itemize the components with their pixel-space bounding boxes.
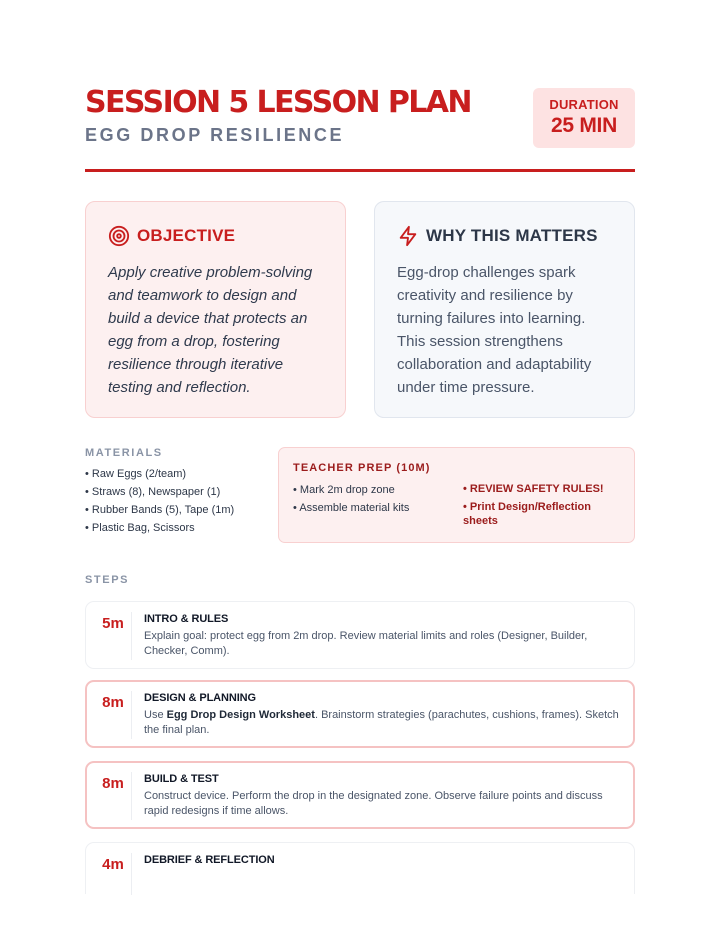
teacher-prep-box: [278, 447, 635, 543]
duration-badge: [533, 88, 635, 148]
step-title: DESIGN & PLANNING: [144, 692, 256, 704]
step-time: 8m: [102, 694, 124, 711]
objective-text: Apply creative problem-solving and teamwork to design and build a device that protects an egg from a drop, fostering resilience through iterative testing and reflection.: [108, 264, 313, 396]
step-title: BUILD & TEST: [144, 773, 219, 785]
step-title: DEBRIEF & REFLECTION: [144, 854, 275, 866]
page-subtitle: EGG DROP RESILIENCE: [85, 125, 345, 145]
step-description: Construct device. Perform the drop in the designated zone. Observe failure points and discuss rapid redesigns if time allows.: [144, 790, 603, 817]
materials-list: [85, 465, 234, 537]
worksheet-name: Egg Drop Design Worksheet: [166, 709, 315, 721]
objective-card: [85, 201, 346, 418]
steps-label: STEPS: [85, 574, 130, 586]
step-divider: [131, 853, 132, 895]
target-icon: [108, 225, 130, 247]
list-item: • Assemble material kits: [293, 500, 409, 518]
step-divider: [131, 772, 132, 820]
step-time: 5m: [102, 615, 124, 632]
list-item: • Raw Eggs (2/team): [85, 465, 234, 483]
step-description: Use Egg Drop Design Worksheet. Brainstorm strategies (parachutes, cushions, frames). Sketch the final plan.: [144, 709, 619, 736]
step-card: [85, 842, 635, 894]
teacher-prep-heading: TEACHER PREP (10M): [293, 462, 431, 474]
step-title: INTRO & RULES: [144, 613, 229, 625]
page-title: SESSION 5 LESSON PLAN: [85, 85, 471, 120]
step-divider: [131, 691, 132, 739]
duration-label: DURATION: [549, 97, 619, 112]
step-card: [85, 761, 635, 829]
teacher-prep-list: [293, 482, 409, 517]
step-card: [85, 680, 635, 748]
teacher-prep-highlight-list: [463, 482, 623, 532]
why-heading: WHY THIS MATTERS: [426, 226, 598, 245]
list-item: • Straws (8), Newspaper (1): [85, 483, 234, 501]
list-item: • Print Design/Reflection sheets: [463, 500, 623, 529]
step-time: 4m: [102, 856, 124, 873]
why-text: Egg-drop challenges spark creativity and resilience by turning failures into learning. This session strengthens collaboration and adaptability under time pressure.: [397, 264, 592, 396]
list-item: • Plastic Bag, Scissors: [85, 519, 234, 537]
why-card: [374, 201, 635, 418]
duration-value: 25 MIN: [551, 114, 617, 137]
objective-heading: OBJECTIVE: [137, 226, 236, 245]
lightning-icon: [397, 225, 419, 247]
header-divider: [85, 169, 635, 172]
step-description: Explain goal: protect egg from 2m drop. Review material limits and roles (Designer, Builder, Checker, Comm).: [144, 630, 588, 657]
step-divider: [131, 612, 132, 660]
step-card: [85, 601, 635, 669]
step-time: 8m: [102, 775, 124, 792]
header: [85, 86, 635, 156]
materials-label: MATERIALS: [85, 447, 163, 459]
list-item: • Rubber Bands (5), Tape (1m): [85, 501, 234, 519]
list-item: • REVIEW SAFETY RULES!: [463, 482, 623, 497]
list-item: • Mark 2m drop zone: [293, 482, 409, 500]
